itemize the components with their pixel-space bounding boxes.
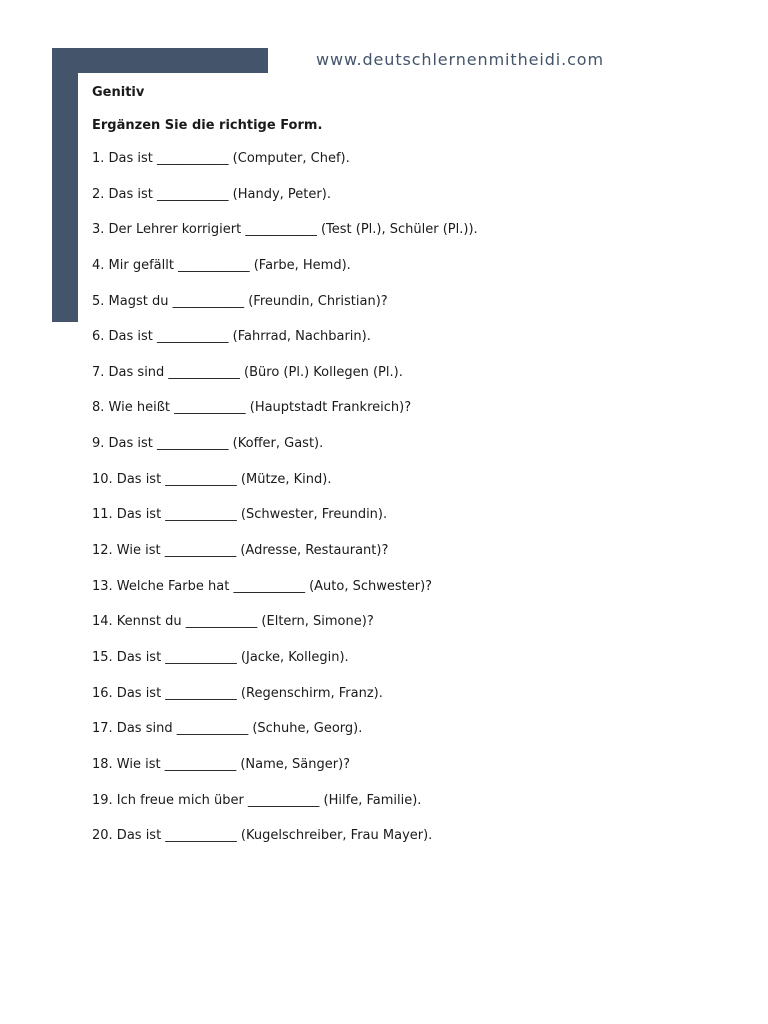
exercise-item-18: 18. Wie ist ___________ (Name, Sänger)? bbox=[92, 756, 351, 772]
exercise-item-20: 20. Das ist ___________ (Kugelschreiber, Frau Mayer). bbox=[92, 828, 433, 844]
worksheet-title: Genitiv bbox=[92, 85, 145, 100]
exercise-item-19: 19. Ich freue mich über ___________ (Hilfe, Familie). bbox=[92, 792, 422, 808]
exercise-item-1: 1. Das ist ___________ (Computer, Chef). bbox=[92, 151, 350, 166]
worksheet-instruction: Ergänzen Sie die richtige Form. bbox=[92, 118, 323, 133]
exercise-item-3: 3. Der Lehrer korrigiert ___________ (Test (Pl.), Schüler (Pl.)). bbox=[92, 222, 478, 238]
exercise-item-16: 16. Das ist ___________ (Regenschirm, Franz). bbox=[92, 685, 383, 701]
exercise-item-8: 8. Wie heißt ___________ (Hauptstadt Frankreich)? bbox=[92, 400, 412, 416]
exercise-item-12: 12. Wie ist ___________ (Adresse, Restaurant)? bbox=[92, 543, 389, 559]
website-url: www.deutschlernenmitheidi.com bbox=[316, 50, 604, 69]
exercise-item-10: 10. Das ist ___________ (Mütze, Kind). bbox=[92, 471, 332, 487]
exercise-item-11: 11. Das ist ___________ (Schwester, Freundin). bbox=[92, 507, 388, 523]
exercise-item-13: 13. Welche Farbe hat ___________ (Auto, Schwester)? bbox=[92, 578, 433, 594]
decorative-corner-bar-left bbox=[52, 48, 78, 322]
exercise-item-6: 6. Das ist ___________ (Fahrrad, Nachbarin). bbox=[92, 329, 371, 345]
exercise-item-4: 4. Mir gefällt ___________ (Farbe, Hemd). bbox=[92, 257, 351, 273]
exercise-item-17: 17. Das sind ___________ (Schuhe, Georg). bbox=[92, 721, 363, 737]
decorative-corner-bar-top bbox=[52, 48, 268, 73]
exercise-item-15: 15. Das ist ___________ (Jacke, Kollegin). bbox=[92, 649, 349, 665]
exercise-item-7: 7. Das sind ___________ (Büro (Pl.) Kollegen (Pl.). bbox=[92, 364, 403, 380]
exercise-item-9: 9. Das ist ___________ (Koffer, Gast). bbox=[92, 436, 324, 452]
exercise-item-5: 5. Magst du ___________ (Freundin, Christian)? bbox=[92, 293, 388, 309]
exercise-item-2: 2. Das ist ___________ (Handy, Peter). bbox=[92, 186, 331, 202]
exercise-item-14: 14. Kennst du ___________ (Eltern, Simone)? bbox=[92, 614, 374, 630]
exercise-list bbox=[92, 150, 478, 863]
